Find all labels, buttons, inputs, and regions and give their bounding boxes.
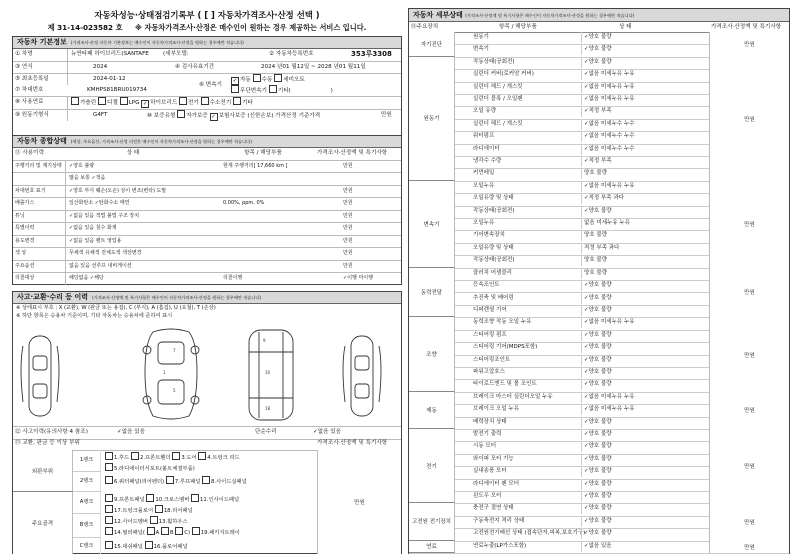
checkbox[interactable] [150,516,158,524]
detail-item-state: 양호 불량 [581,255,712,266]
detail-item-state: ✓양호 불량 [581,454,712,465]
detail-item-label: 실린더 커버(로커암 커버) [473,71,534,78]
checkbox[interactable] [274,74,282,82]
service-notice: ※ 자동차가격조사·산정은 매수인이 원하는 경우 제공하는 서비스 입니다. [135,23,367,32]
checkbox[interactable] [155,505,163,513]
svg-text:5: 5 [173,388,176,393]
detail-item-state: ✓없음 미세누유 누유 [581,69,712,80]
overall-row: 리콜대상 해당없음 ✓해당 리콜이행 ✓이행 미이행 [13,273,401,285]
checkbox[interactable] [161,527,169,535]
detail-item-state: ✓양호 불량 [581,44,712,55]
detail-item-state: ✓양호 불량 [581,491,712,502]
detail-item-state: ✓없음 미세누유 누유 [581,392,712,403]
checkbox[interactable] [233,97,241,105]
detail-price: 만원 [709,181,789,268]
detail-item-state: ✓양호 불량 [581,379,712,390]
detail-item-label: 고전원전기배선 상태 (접속단자,피복,보호기구) [473,530,586,537]
detail-item-label: 충전구 절연 상태 [473,505,514,512]
svg-text:9: 9 [263,338,266,343]
exchange-price: 만원 [317,450,401,554]
detail-item-label: 와이퍼 모터 기능 [473,455,514,462]
checkbox[interactable] [105,541,113,549]
exchange-table: 외판부위 주요골격 1랭크 2랭크 A랭크 B랭크 C랭크 1.후드 2.프론트휀더 3.도어 4.트렁크 리드 5.라디에이터서포트(볼트체결부품) 6.쿼터패널(리어펜더) 7.루프패널 8.사이드실패널 9.프론트패널 10.크로스멤버 11.인사이드패널 17.트렁크플로어 18.리어패널 12.사이드멤버 13.휠하우스 14.필러패널( A B C) 19.패키지트레이 15.대쉬패널 16.플로어패널 만원 [13,450,401,554]
detail-category: 원동기 [409,57,455,181]
detail-item-state: ✓양호 불량 [581,293,712,304]
checkbox[interactable] [202,476,210,484]
basic-info-section [12,36,402,148]
overall-row: 주요옵션 없음 있음 선루프 내비게이션 만원 [13,261,401,274]
overall-header: 자동차 종합상태 (색상, 주요옵션, 가격조사·산정 의견은 매수인이 자동차가격조사·산정을 원하는 경우에만 적습니다) [13,136,401,148]
detail-item-state: ✓양호 불량 [581,305,712,316]
detail-item-label: 작동상태(공회전) [473,257,515,264]
detail-item-label: 오일누유 [473,182,495,189]
detail-item-state: ✓양호 불량 [581,355,712,366]
detail-item-state: ✓양호 불량 [581,417,712,428]
detail-item-label: 실린더 블록 / 오일팬 [473,96,523,103]
checkbox[interactable] [147,527,155,535]
detail-item-state: 양호 불량 [581,230,712,241]
checkbox[interactable] [191,494,199,502]
detail-item-state: 양호 불량 [581,268,712,279]
warranty-options: ⑩ 보증유형 자가보증 ✓ 보험사보증 (신한손보) 가격산정 기준가격 [147,110,397,122]
detail-item-label: 타이로드엔드 및 볼 조인트 [473,381,537,388]
detail-item-state: ✓적정 부족 [581,106,712,117]
basic-info-header: 자동차 기본정보 (가격조사·산정 자동차 기본정보는 매수인이 자동차가격조사·산정을 원하는 경우에만 적습니다) [13,37,401,49]
detail-item-state: ✓양호 불량 [581,330,712,341]
detail-header: 자동차 세부상태 (가격조사·산정액 및 특기사항은 매수인이 자동차가격조사·산정을 원하는 경우에만 적습니다) [409,9,789,22]
detail-item-state: ✓없음 미세누유 누유 [581,94,712,105]
checkbox[interactable] [105,516,113,524]
detail-category: 변속기 [409,181,455,268]
detail-item-state: ✓양호 불량 [581,367,712,378]
detail-item-label: 스티어링 기어(MDPS포함) [473,344,538,351]
form-no: 31-14-023582 [57,23,114,32]
overall-row: 튜닝 ✓없음 있음 적법 불법 구조 장치 만원 [13,211,401,224]
detail-item-label: 실린더 헤드 / 개스킷 [473,120,523,127]
overall-state-section [12,135,402,285]
detail-item-label: 등속조인트 [473,282,500,289]
overall-row: 주행거리 및 계기상태 ✓양호 불량 현재 주행거리[ 17,660 km ] 만원 [13,161,401,174]
detail-item-label: 오일유량 및 상태 [473,195,514,202]
detail-item-state: 양호 불량 [581,168,712,179]
checkbox[interactable] [192,527,200,535]
car-top-view [143,329,199,419]
svg-text:7: 7 [173,348,176,353]
detail-item-state: ✓양호 불량 [581,528,712,539]
detail-item-label: 윈도우 모터 [473,492,502,499]
accident-history-row: ⑫ 사고이력(유의사항 4 참조) ✓없음 있음 단순수리 ✓없음 있음 [13,426,401,440]
detail-category: 동력전달 [409,268,455,318]
detail-price: 만원 [709,57,789,181]
detail-col-header: ⑭주요장치 항목 / 해당부품 상 태 가격조사·산정액 및 특기사항 [409,22,789,33]
detail-item-label: 구동축전지 격리 상태 [473,517,525,524]
car-side-left-outline [21,336,59,416]
form-no-suffix: 호 [115,23,123,32]
checkbox[interactable] [120,97,128,105]
checkbox[interactable] [231,77,239,85]
detail-item-label: 라디에이터 [473,145,500,152]
detail-item-label: 디퍼렌셜 기어 [473,306,507,313]
detail-item-state: ✓양호 불량 [581,441,712,452]
detail-price: 만원 [709,392,789,429]
detail-item-label: 시동 모터 [473,443,497,450]
detail-item-state: ✓양호 불량 [581,342,712,353]
checkbox[interactable] [231,85,239,93]
detail-item-label: 기어변속장치 [473,232,505,239]
checkbox[interactable] [210,113,218,121]
car-name-row: ① 차명 뉴싼타페 하이브리드(SANTAFE (세부모델: ② 자동차등록번호 353루3308 [13,49,401,62]
checkbox[interactable] [105,494,113,502]
detail-item-state: ✓없음 미세누유 누유 [581,317,712,328]
form-number-line [12,23,402,33]
detail-item-state: ✓없음 미세누유 누유 [581,404,712,415]
detail-item-label: 스티어링 펌프 [473,331,507,338]
accident-section [12,291,402,554]
detail-item-state: ✓양호 불량 [581,479,712,490]
detail-item-state: ✓없음 미세누유 누유 [581,181,712,192]
fuel-options: 가솔린 디젤 LPG ✓ 하이브리드 전기 수소전기 기타 [71,97,401,109]
checkbox[interactable] [105,527,113,535]
detail-category: 조향 [409,317,455,391]
fuel-row: ⑧ 사용연료 가솔린 디젤 LPG ✓ 하이브리드 전기 수소전기 기타 [13,97,401,110]
overall-row: 색 상 무채색 유채색 전체도색 색상변경 만원 [13,248,401,261]
accident-header: 사고·교환·수리 등 이력 (가격조사·산정액 및 특기사항은 매수인이 자동차가격조사·산정을 원하는 경우에만 적습니다) [13,292,401,304]
svg-text:10: 10 [265,370,271,375]
checkbox[interactable] [172,452,180,460]
detail-rows [409,32,789,553]
svg-text:1: 1 [163,370,166,375]
year-row: ③ 연식 2024 ④ 검사유효기간 2024 년01 월12일 ~ 2028 년01 월11일 [13,62,401,75]
detail-item-state: ✓없음 미세누유 누유 [581,82,712,93]
detail-item-label: 브레이크 오일 누유 [473,406,520,413]
checkbox[interactable] [71,97,79,105]
detail-category: 연료 [409,541,455,553]
checkbox[interactable] [146,494,154,502]
detail-item-label: 스티어링조인트 [473,356,511,363]
detail-item-label: 클러치 어셈블리 [473,269,512,276]
first-reg-row: ⑤ 최초등록일 2024-01-12 ⑦ 차대번호 KMHPS81BRU019734 ⑥ 변속기 ✓자동 수동 세미오토 무단변속기 기타( ) [13,74,401,97]
detail-item-label: 커먼레일 [473,170,495,177]
car-diagram [13,322,399,426]
detail-item-label: 라디에이터 팬 모터 [473,480,520,487]
overall-row: 많음 보통 ✓적음 [13,173,401,186]
detail-item-state: ✓적정 부족 [581,156,712,167]
detail-item-label: 오일누유 [473,220,495,227]
detail-price: 만원 [709,429,789,503]
car-name-value: 뉴싼타페 하이브리드(SANTAFE [71,51,149,57]
checkbox[interactable] [166,476,174,484]
checkbox[interactable] [141,100,149,108]
inspection-record-page [12,8,790,554]
checkbox[interactable] [145,541,153,549]
detail-item-label: 배력장치 상태 [473,418,507,425]
detail-category: 자기진단 [409,32,455,57]
detail-item-state: ✓없음 미세누수 누수 [581,144,712,155]
checkbox[interactable] [131,452,139,460]
checkbox[interactable] [179,97,187,105]
detail-item-label: 실내송풍 모터 [473,468,507,475]
checkbox[interactable] [105,476,113,484]
exchange-header-row: ⑬ 교환, 판금 등 이상 부위 가격조사·산정액 및 특기사항 [13,438,401,451]
form-no-label: 제 [47,23,55,32]
detail-item-state: ✓양호 불량 [581,206,712,217]
checkbox[interactable] [177,110,185,118]
detail-item-state: ✓양호 불량 [581,280,712,291]
overall-row: 차대번호 표기 ✓양호 부식 훼손(오손) 상이 변조(변타) 도말 만원 [13,186,401,199]
detail-price: 만원 [709,317,789,391]
detail-item-state: 적정 부족 과다 [581,243,712,254]
detail-item-state: ✓양호 불량 [581,429,712,440]
detail-item-state: ✓적정 부족 과다 [581,193,712,204]
overall-row: 배출가스 일산화탄소 ✓탄화수소 매연 0.00%, ppm, 0% 만원 [13,198,401,211]
detail-item-label: 파워고압호스 [473,368,505,375]
detail-price: 만원 [709,503,789,540]
detail-state-section [408,8,790,554]
document-title: 자동차성능·상태점검기록부 ( [ ] 자동차가격조사·산정 선택 ) [94,10,320,20]
left-panel [12,8,402,554]
legend-line-1: ※ 상태표시 부호 : X (교환), W (판금 또는 용접), C (부식), A (흠집), U (요철), T (손상) [16,305,216,311]
detail-item-label: 작동상태(공회전) [473,58,515,65]
checkbox[interactable] [105,505,113,513]
legend-line-2: ※ 하단 항목은 승용차 기준이며, 기타 자동차는 승용차에 준하여 표시 [16,313,173,319]
detail-item-state: ✓양호 불량 [581,32,712,43]
detail-item-label: 발전기 출력 [473,430,502,437]
detail-item-label: 추진축 및 베어링 [473,294,514,301]
detail-item-label: 작동상태(공회전) [473,207,515,214]
detail-item-state: ✓없음 미세누수 누수 [581,119,712,130]
overall-row: 특별이력 ✓없음 있음 침수 화재 만원 [13,223,401,236]
detail-item-label: 워터펌프 [473,133,495,140]
detail-item-label: 변속기 [473,46,489,53]
detail-item-state: ✓양호 불량 [581,516,712,527]
reg-number: 353루3308 [351,50,392,58]
detail-item-state: ✓없음 있음 [581,541,712,552]
car-side-right-outline [343,336,381,416]
checkbox[interactable] [253,74,261,82]
detail-item-state: 없음 미세누유 누유 [581,218,712,229]
detail-item-state: ✓양호 불량 [581,57,712,68]
detail-category: 전기 [409,429,455,503]
detail-item-label: 브레이크 마스터 실린더오일 누유 [473,393,553,400]
detail-item-label: 냉각수 수량 [473,158,502,165]
detail-item-label: 원동기 [473,34,489,40]
detail-item-state: ✓없음 미세누수 누수 [581,131,712,142]
overall-row: 용도변경 ✓없음 있음 렌트 영업용 만원 [13,236,401,249]
detail-category: 고전원 전기장치 [409,503,455,540]
detail-item-label: 실린더 헤드 / 개스킷 [473,83,523,90]
engine-row: ⑨ 원동기형식 G4FT ⑩ 보증유형 자가보증 ✓ 보험사보증 (신한손보) 가격산정 기준가격 만원 [13,110,401,122]
checkbox[interactable] [269,85,277,93]
detail-item-label: 연료누출(LP가스포함) [473,542,527,549]
detail-item-label: 오일유량 및 상태 [473,244,514,251]
detail-price: 만원 [709,32,789,57]
checkbox[interactable] [201,97,209,105]
overall-rows [13,161,401,285]
detail-price: 만원 [709,541,789,553]
car-frame-view [249,330,293,420]
checkbox[interactable] [175,527,183,535]
overall-col-header: ⑪ 사용이력 상 태 항목 / 해당부품 가격조사·산정액 및 특기사항 [13,148,401,161]
detail-item-label: 오일 유량 [473,108,497,115]
svg-text:18: 18 [265,406,271,411]
detail-item-label: 동력조향 작동 오일 누유 [473,319,532,326]
checkbox[interactable] [198,452,206,460]
detail-item-state: ✓양호 불량 [581,466,712,477]
detail-item-state: ✓양호 불량 [581,503,712,514]
detail-price: 만원 [709,268,789,318]
checkbox[interactable] [105,463,113,471]
checkbox[interactable] [98,97,106,105]
transmission-options: ✓자동 수동 세미오토 [231,74,401,85]
checkbox[interactable] [105,452,113,460]
detail-category: 제동 [409,392,455,429]
